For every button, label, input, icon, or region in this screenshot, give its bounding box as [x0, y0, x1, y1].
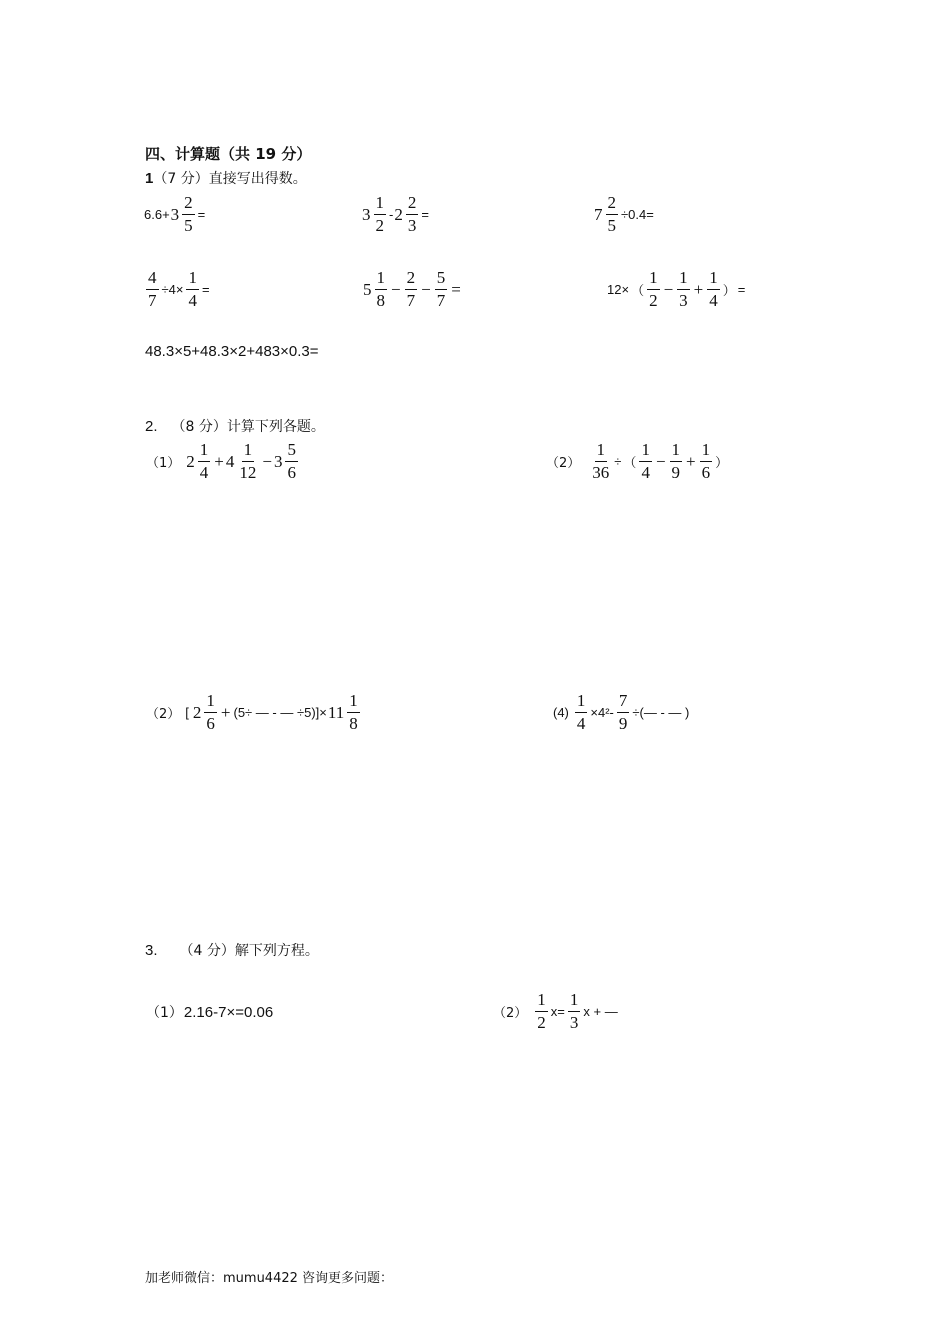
q2-p2-minus: −	[655, 451, 666, 471]
q1-e4-equals: =	[201, 282, 210, 297]
q3-p2-tail: x + —	[583, 1004, 618, 1019]
q1-e5-fraction-3: $\frac{5}{7}$	[436, 268, 446, 310]
q2-p1-fraction-3: $\frac{5}{6}$	[287, 440, 296, 482]
q2-part-2	[545, 440, 729, 483]
q2-p3-fraction-2: $\frac{1}{8}$	[349, 691, 358, 733]
q1-e6-fraction-3: $\frac{1}{4}$	[709, 268, 718, 310]
q2-part-3	[145, 691, 362, 734]
q1-e6-minus: −	[663, 279, 674, 299]
q1-expr-2	[362, 193, 430, 236]
q2-p3-mid: (5÷ — - — ÷5)]×	[233, 705, 327, 720]
q2-p3-fraction-1: $\frac{1}{6}$	[206, 691, 215, 733]
section-title: 四、计算题（共 19 分）	[145, 145, 312, 163]
q2-p4-fraction-1: $\frac{1}{4}$	[576, 691, 586, 733]
q2-p2-fraction-2: $\frac{1}{9}$	[671, 440, 681, 482]
q2-header	[145, 416, 325, 436]
q1-header-text: （7 分）直接写出得数。	[153, 171, 307, 187]
q1-e5-equals: =	[451, 279, 461, 299]
q1-e6-plus: +	[693, 279, 704, 299]
q2-p2-plus: +	[686, 451, 696, 471]
q2-p3-label: （2）	[146, 707, 181, 722]
q1-e2-equals: =	[421, 207, 429, 222]
q3-p1-label: （1）	[146, 1005, 183, 1021]
q1-expr-7: 48.3×5+48.3×2+483×0.3=	[145, 343, 319, 360]
q1-e2-whole-2: 2	[394, 204, 403, 224]
q1-e2-whole-1: 3	[362, 204, 371, 224]
q2-part-1	[145, 440, 300, 483]
q2-p4-label: (4)	[553, 705, 569, 720]
q1-e5-minus-1: −	[391, 279, 401, 299]
q1-expr-1	[143, 193, 206, 236]
q2-p2-left-paren: （	[623, 456, 637, 471]
q3-header	[145, 940, 319, 960]
q2-number: 2.	[145, 418, 158, 435]
q1-e2-fraction-1: $\frac{1}{2}$	[375, 193, 384, 235]
q2-p1-plus: +	[214, 451, 224, 471]
q1-number: 1	[145, 170, 154, 187]
q2-p1-minus: −	[262, 451, 272, 471]
q1-expr-6	[606, 268, 746, 311]
footer-contact: 加老师微信：mumu4422 咨询更多问题：	[145, 1271, 394, 1286]
q2-p3-whole-2: 11	[327, 702, 345, 722]
q2-p1-whole-3: 3	[273, 451, 283, 471]
q2-p4-tail: ÷(— - — )	[632, 705, 690, 720]
q2-p1-whole-2: 4	[225, 451, 235, 471]
q3-part-2	[492, 990, 619, 1033]
q2-p1-fraction-1: $\frac{1}{4}$	[199, 440, 209, 482]
q1-e5-fraction-2: $\frac{2}{7}$	[406, 268, 416, 310]
q2-p3-bracket: [	[185, 705, 189, 720]
q3-header-text: （4 分）解下列方程。	[179, 943, 319, 959]
q1-e1-lead: 6.6+	[144, 207, 170, 222]
q1-header	[145, 168, 307, 188]
q2-p3-whole-1: 2	[192, 702, 202, 722]
q2-p3-plus: +	[220, 702, 231, 722]
q1-e2-minus: -	[389, 207, 394, 222]
q1-e6-right-paren: ）	[722, 284, 736, 299]
q2-p4-fraction-2: $\frac{7}{9}$	[618, 691, 628, 733]
q1-e4-fraction-1: $\frac{4}{7}$	[148, 268, 157, 310]
q1-e6-left-paren: （	[631, 284, 645, 299]
q3-p2-fraction-2: $\frac{1}{3}$	[569, 990, 579, 1032]
q2-header-text: （8 分）计算下列各题。	[171, 419, 325, 435]
q2-p4-mid: ×4²-	[590, 705, 614, 720]
q2-p1-label: （1）	[146, 456, 181, 471]
q1-e3-whole: 7	[594, 204, 603, 224]
q1-e2-fraction-2: $\frac{2}{3}$	[407, 193, 417, 235]
q1-e6-lead: 12×	[607, 282, 630, 297]
q1-expr-5	[363, 268, 463, 311]
q1-e3-tail: ÷0.4=	[621, 207, 654, 222]
q1-e6-equals: =	[737, 282, 746, 297]
q1-e4-fraction-2: $\frac{1}{4}$	[188, 268, 197, 310]
q2-p1-whole-1: 2	[186, 451, 195, 471]
q1-e1-equals: =	[197, 207, 206, 222]
q2-part-4	[552, 691, 690, 734]
q2-p2-label: （2）	[546, 456, 581, 471]
q1-e1-whole: 3	[170, 204, 180, 224]
q1-e5-minus-2: −	[421, 279, 431, 299]
q2-p2-fraction-3: $\frac{1}{6}$	[701, 440, 711, 482]
q2-p2-right-paren: ）	[715, 456, 729, 471]
q1-e6-fraction-1: $\frac{1}{2}$	[649, 268, 658, 310]
q3-part-1	[145, 1002, 273, 1022]
q3-p2-mid: x=	[550, 1004, 565, 1019]
q2-p2-fraction-1: $\frac{1}{4}$	[641, 440, 650, 482]
q3-number: 3.	[145, 942, 158, 959]
q1-e4-ops: ÷4×	[161, 282, 184, 297]
q3-p2-fraction-1: $\frac{1}{2}$	[537, 990, 546, 1032]
q1-expr-4	[144, 268, 211, 311]
q1-e5-fraction-1: $\frac{1}{8}$	[376, 268, 385, 310]
q1-e3-fraction: $\frac{2}{5}$	[607, 193, 616, 235]
q1-e5-whole: 5	[363, 279, 372, 299]
q3-p2-label: （2）	[493, 1006, 528, 1021]
q1-e6-fraction-2: $\frac{1}{3}$	[679, 268, 688, 310]
q2-p2-fraction-0: $\frac{1}{36}$	[592, 440, 610, 482]
q1-expr-3	[594, 193, 655, 236]
q1-e1-fraction: $\frac{2}{5}$	[184, 193, 193, 235]
q2-p2-divide: ÷	[614, 454, 622, 469]
q3-p1-expr: 2.16-7×=0.06	[183, 1004, 274, 1021]
q2-p1-fraction-2: $\frac{1}{12}$	[239, 440, 257, 482]
